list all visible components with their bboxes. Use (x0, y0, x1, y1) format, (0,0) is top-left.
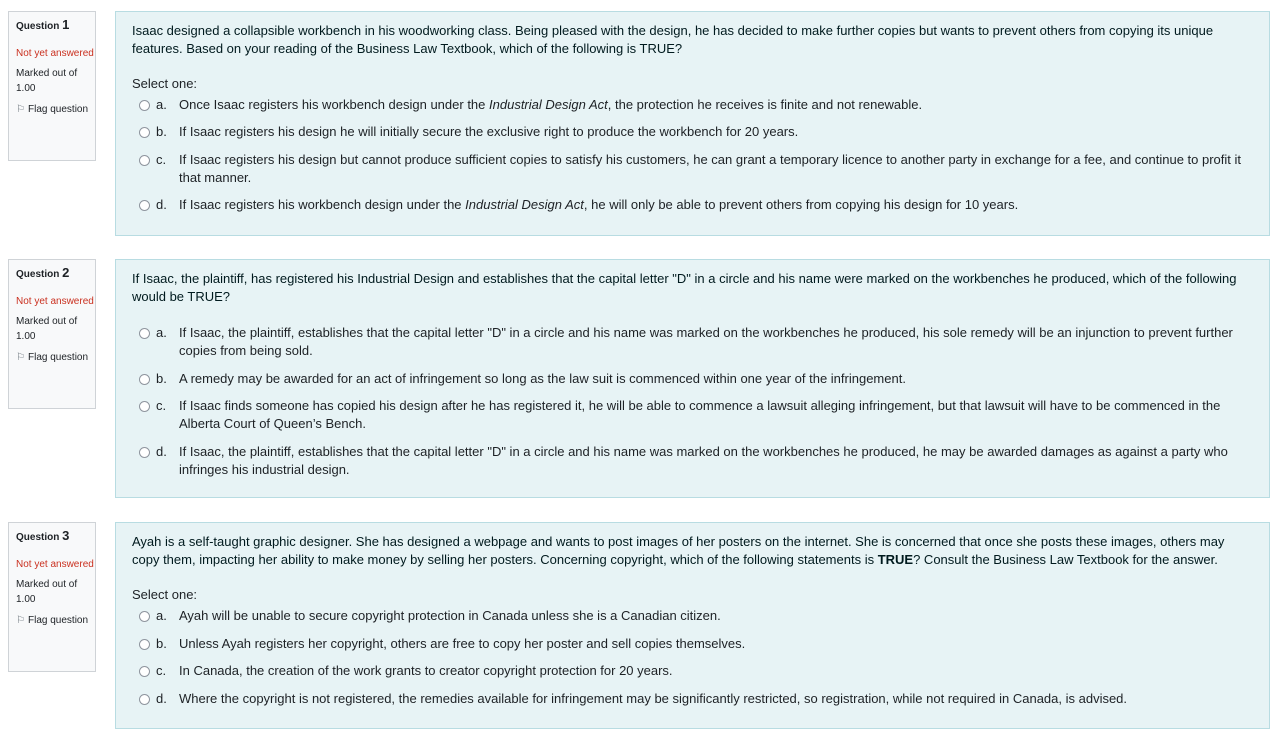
question-label: Question (16, 532, 60, 543)
option-text (179, 324, 1253, 360)
option-text (179, 151, 1253, 187)
option-letter: c. (156, 663, 167, 678)
question-number (16, 18, 95, 32)
option-text (179, 96, 1253, 114)
question-label: Question (16, 21, 60, 32)
radio-button[interactable] (139, 447, 150, 458)
option-text-emphasis: Industrial Design Act (465, 197, 584, 212)
flag-icon: ⚐ (16, 352, 25, 363)
option-text-main: Unless Ayah registers her copyright, others are free to copy her poster and sell copies themselves. (179, 636, 746, 651)
answer-options (132, 603, 1253, 723)
radio-button[interactable] (139, 374, 150, 385)
option-letter: c. (156, 398, 167, 413)
option-text (179, 662, 1253, 680)
option-text-tail: , he will only be able to prevent others from copying his design for 10 years. (583, 197, 1019, 212)
flag-icon: ⚐ (16, 615, 25, 626)
question-state: Not yet answered (16, 48, 94, 59)
option-letter: b. (156, 371, 167, 386)
flag-icon: ⚐ (16, 104, 25, 115)
flag-label: Flag question (28, 352, 89, 363)
option-text (179, 397, 1253, 433)
question-info-2 (8, 259, 96, 409)
option-text-main: If Isaac registers his design but cannot produce sufficient copies to satisfy his customers, he can grant a temporary licence to another party in exchange for a fee, and continue to profit it that manner. (179, 152, 1242, 185)
radio-button[interactable] (139, 694, 150, 705)
answer-options (132, 92, 1253, 222)
option-text-main: If Isaac registers his workbench design under the (179, 197, 466, 212)
option-text-main: If Isaac registers his design he will initially secure the exclusive right to produce the workbench for 20 years. (179, 124, 799, 139)
flag-question-link[interactable] (16, 102, 95, 117)
question-text-part: Ayah is a self-taught graphic designer. She has designed a webpage and wants to post images of her posters on the internet. She is concerned that once she posts these images, others may copy them, impacting her ability to make money by selling her posters. Concerning copyright, which of the following statements is (132, 534, 1225, 567)
option-text (179, 123, 1253, 141)
question-state: Not yet answered (16, 296, 94, 307)
radio-button[interactable] (139, 328, 150, 339)
flag-label: Flag question (28, 615, 89, 626)
option-text (179, 607, 1253, 625)
question-text (132, 270, 1253, 306)
question-text-emphasis: TRUE (877, 552, 914, 567)
option-letter: a. (156, 325, 167, 340)
option-letter: d. (156, 197, 167, 212)
option-letter: c. (156, 152, 167, 167)
option-text-main: If Isaac, the plaintiff, establishes that the capital letter "D" in a circle and his name was marked on the workbenches he produced, he may be awarded damages as against a party who infringes his industrial design. (179, 444, 1228, 477)
question-text-part: Isaac designed a collapsible workbench in his woodworking class. Being pleased with the design, he has decided to make further copies but wants to prevent others from copying its unique features. Based on your reading of the Business Law Textbook, which of the following is TRUE? (132, 23, 1214, 56)
question-info-3 (8, 522, 96, 672)
flag-question-link[interactable] (16, 613, 95, 628)
option-text-main: If Isaac, the plaintiff, establishes that the capital letter "D" in a circle and his name was marked on the workbenches he produced, his sole remedy will be an injunction to prevent further copies from being sold. (179, 325, 1233, 358)
question-content-3 (115, 522, 1270, 729)
option-text-main: Ayah will be unable to secure copyright protection in Canada unless she is a Canadian citizen. (179, 608, 721, 623)
select-one-prompt: Select one: (132, 76, 198, 91)
option-text-tail: , the protection he receives is finite and not renewable. (607, 97, 923, 112)
option-text-main: If Isaac finds someone has copied his design after he has registered it, he will be able to commence a lawsuit alleging infringement, but that lawsuit will have to be commenced in the Alberta Court of Queen’s Bench. (179, 398, 1221, 431)
question-content-2 (115, 259, 1270, 498)
question-number-value: 3 (62, 528, 70, 543)
option-text (179, 635, 1253, 653)
radio-button[interactable] (139, 666, 150, 677)
option-letter: b. (156, 124, 167, 139)
option-letter: d. (156, 691, 167, 706)
option-text (179, 370, 1253, 388)
radio-button[interactable] (139, 100, 150, 111)
question-grade: Marked out of 1.00 (16, 68, 78, 94)
option-text (179, 690, 1253, 708)
flag-label: Flag question (28, 104, 89, 115)
option-letter: a. (156, 608, 167, 623)
radio-button[interactable] (139, 155, 150, 166)
question-state: Not yet answered (16, 559, 94, 570)
question-text (132, 533, 1253, 569)
option-text (179, 443, 1253, 479)
flag-question-link[interactable] (16, 350, 95, 365)
select-one-prompt: Select one: (132, 587, 198, 602)
question-number-value: 1 (62, 17, 70, 32)
option-letter: a. (156, 97, 167, 112)
option-text-emphasis: Industrial Design Act (489, 97, 608, 112)
radio-button[interactable] (139, 401, 150, 412)
question-text-part: ? Consult the Business Law Textbook for the answer. (913, 552, 1218, 567)
question-grade: Marked out of 1.00 (16, 579, 78, 605)
radio-button[interactable] (139, 611, 150, 622)
question-info-1 (8, 11, 96, 161)
radio-button[interactable] (139, 639, 150, 650)
question-text (132, 22, 1253, 58)
option-letter: b. (156, 636, 167, 651)
question-number (16, 266, 95, 280)
question-content-1 (115, 11, 1270, 236)
question-text-part: If Isaac, the plaintiff, has registered his Industrial Design and establishes that the capital letter "D" in a circle and his name were marked on the workbenches he produced, which of the following would be TRUE? (132, 271, 1237, 304)
question-number (16, 529, 95, 543)
option-letter: d. (156, 444, 167, 459)
question-grade: Marked out of 1.00 (16, 316, 78, 342)
radio-button[interactable] (139, 127, 150, 138)
question-label: Question (16, 269, 60, 280)
radio-button[interactable] (139, 200, 150, 211)
option-text-main: Where the copyright is not registered, the remedies available for infringement may be significantly restricted, so registration, while not required in Canada, is advised. (179, 691, 1128, 706)
option-text-main: A remedy may be awarded for an act of infringement so long as the law suit is commenced within one year of the infringement. (179, 371, 906, 386)
option-text-main: Once Isaac registers his workbench design under the (179, 97, 490, 112)
answer-options (132, 324, 1253, 494)
question-number-value: 2 (62, 265, 70, 280)
option-text (179, 196, 1253, 214)
option-text-main: In Canada, the creation of the work grants to creator copyright protection for 20 years. (179, 663, 673, 678)
